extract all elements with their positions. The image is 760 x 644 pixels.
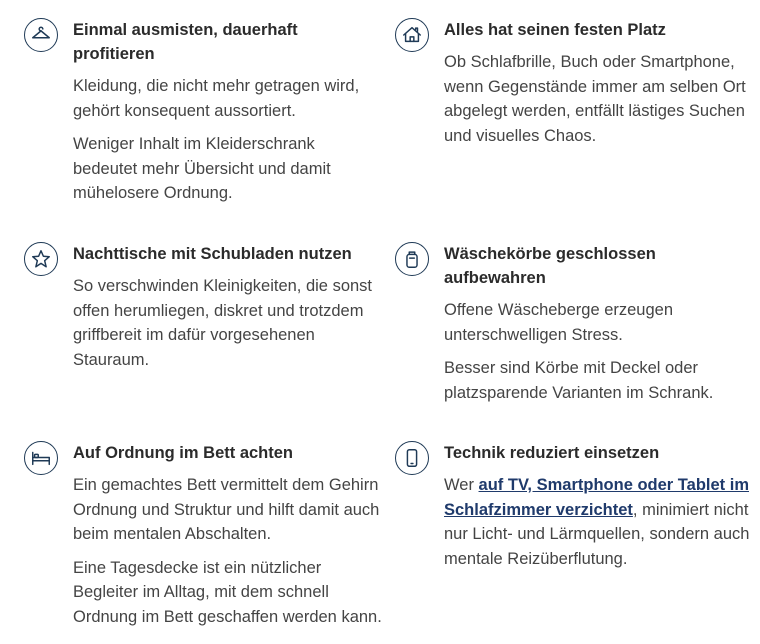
- tip-title: Nachttische mit Schubladen nutzen: [73, 245, 352, 263]
- tip-text: [444, 473, 754, 571]
- tip-text: Eine Tagesdecke ist ein nützlicher Begleiter im Alltag, mit dem schnell Ordnung im Bett geschaffen werden kann.: [73, 558, 382, 626]
- no-tech-bedroom-link[interactable]: auf TV, Smartphone oder Tablet im Schlafzimmer verzichtet: [444, 476, 749, 519]
- tip-text: Ob Schlafbrille, Buch oder Smartphone, wenn Gegenstände immer am selben Ort abgelegt werden, entfällt lästiges Suchen und visuelles Chaos.: [444, 53, 746, 145]
- tip-title: Alles hat seinen festen Platz: [444, 21, 666, 39]
- basket-icon: [395, 242, 429, 276]
- tip-title: Auf Ordnung im Bett achten: [73, 444, 293, 462]
- tip-text: Kleidung, die nicht mehr getragen wird, gehört konsequent aussortiert.: [73, 77, 360, 120]
- bed-icon: [24, 441, 58, 475]
- tip-text: Besser sind Körbe mit Deckel oder platzsparende Varianten im Schrank.: [444, 359, 714, 402]
- tip-text: Offene Wäscheberge erzeugen unterschwelligen Stress.: [444, 301, 674, 344]
- tip-title: Einmal ausmisten, dauerhaft profitieren: [73, 21, 298, 63]
- star-icon: [24, 242, 58, 276]
- tip-text-after: , minimiert nicht nur Licht- und Lärmquellen, sondern auch mentale Reizüberflutung.: [444, 500, 750, 568]
- tip-text: So verschwinden Kleinigkeiten, die sonst offen herumliegen, diskret und trotzdem griffbereit im dafür vorgesehenen Stauraum.: [73, 277, 373, 369]
- tip-text-before: Wer: [444, 476, 479, 494]
- smartphone-icon: [395, 441, 429, 475]
- tip-text: Weniger Inhalt im Kleiderschrank bedeutet mehr Übersicht und damit mühelosere Ordnung.: [73, 135, 331, 202]
- tip-text: Ein gemachtes Bett vermittelt dem Gehirn Ordnung und Struktur und hilft damit auch beim mentalen Abschalten.: [73, 476, 380, 543]
- hanger-icon: [24, 18, 58, 52]
- tip-title: Wäschekörbe geschlossen aufbewahren: [444, 245, 656, 287]
- tip-title: Technik reduziert einsetzen: [444, 444, 660, 462]
- house-icon: [395, 18, 429, 52]
